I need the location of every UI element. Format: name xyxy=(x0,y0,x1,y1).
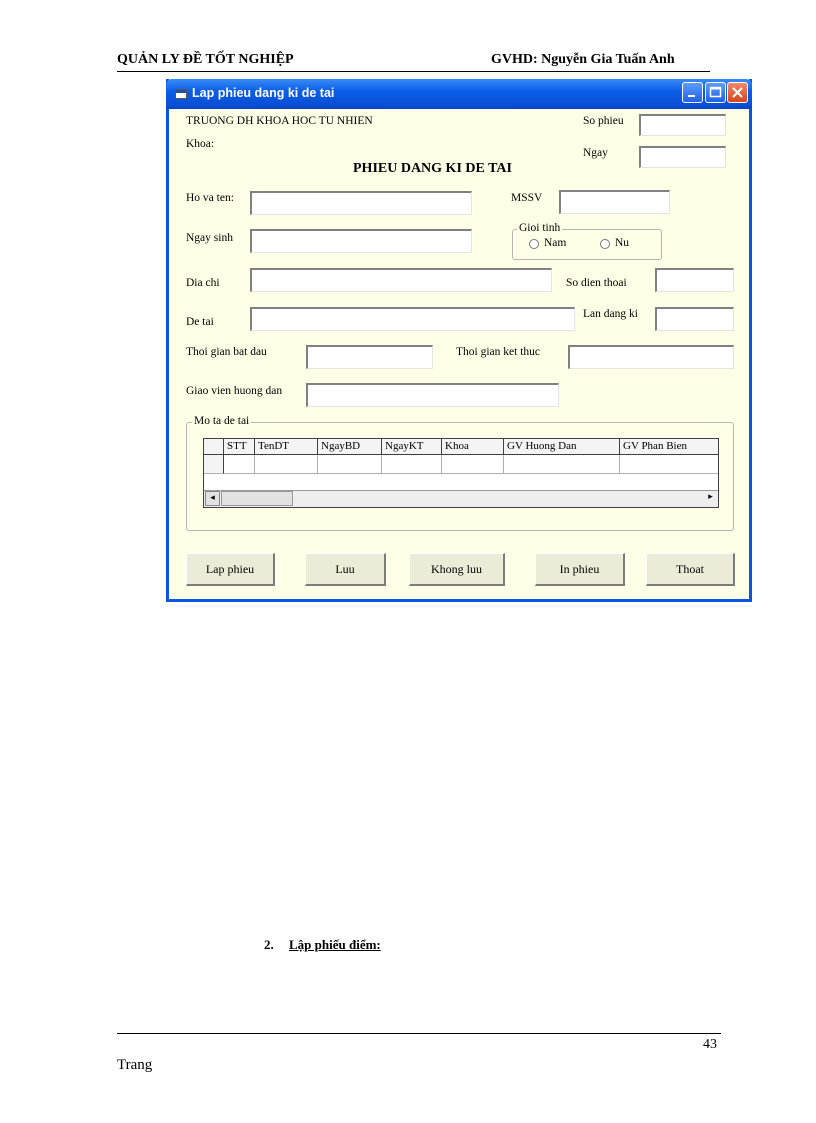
section-number: 2. xyxy=(264,937,274,952)
so-phieu-label: So phieu xyxy=(583,115,624,127)
thoat-button[interactable]: Thoat xyxy=(646,553,735,586)
dia-chi-input[interactable] xyxy=(250,268,552,292)
de-tai-input[interactable] xyxy=(250,307,575,331)
khong-luu-button[interactable]: Khong luu xyxy=(409,553,505,586)
in-phieu-button[interactable]: In phieu xyxy=(535,553,625,586)
column-header[interactable]: NgayKT xyxy=(382,439,442,455)
grid-cell[interactable] xyxy=(382,455,442,474)
maximize-icon[interactable] xyxy=(705,82,726,103)
form-heading: PHIEU DANG KI DE TAI xyxy=(353,161,512,176)
form-icon xyxy=(175,89,187,99)
radio-nu-label: Nu xyxy=(615,237,630,249)
doc-header-left: QUẢN LY ĐỀ TỐT NGHIỆP xyxy=(117,52,294,67)
scroll-thumb[interactable] xyxy=(221,491,293,506)
lan-dang-ki-label: Lan dang ki xyxy=(583,308,638,320)
so-dien-thoai-label: So dien thoai xyxy=(566,277,627,289)
ngay-sinh-label: Ngay sinh xyxy=(186,232,233,244)
scroll-left-icon[interactable]: ◂ xyxy=(205,491,220,506)
page-number: 43 xyxy=(703,1037,717,1052)
giao-vien-input[interactable] xyxy=(306,383,559,407)
footer-text: Trang xyxy=(117,1057,153,1073)
grid-cell[interactable] xyxy=(255,455,318,474)
khoa-label: Khoa: xyxy=(186,138,215,150)
mo-ta-title: Mo ta de tai xyxy=(194,415,250,427)
school-label: TRUONG DH KHOA HOC TU NHIEN xyxy=(186,115,373,127)
grid-cell[interactable] xyxy=(442,455,504,474)
mssv-label: MSSV xyxy=(511,192,543,204)
de-tai-label: De tai xyxy=(186,316,214,328)
column-header[interactable]: TenDT xyxy=(255,439,318,455)
mssv-input[interactable] xyxy=(559,190,670,214)
grid-cell[interactable] xyxy=(620,455,718,474)
thoi-gian-bat-dau-label: Thoi gian bat dau xyxy=(186,346,267,358)
column-header[interactable]: Khoa xyxy=(442,439,504,455)
section-title: Lập phiếu điểm: xyxy=(289,937,381,952)
row-selector[interactable] xyxy=(204,455,224,474)
window-title: Lap phieu dang ki de tai xyxy=(192,86,335,100)
lan-dang-ki-input[interactable] xyxy=(655,307,734,331)
close-icon[interactable] xyxy=(727,82,748,103)
thoi-gian-ket-thuc-label: Thoi gian ket thuc xyxy=(456,346,540,358)
luu-button[interactable]: Luu xyxy=(305,553,386,586)
thoi-gian-ket-thuc-input[interactable] xyxy=(568,345,734,369)
ngay-sinh-input[interactable] xyxy=(250,229,472,253)
scroll-right-icon[interactable]: ▸ xyxy=(708,492,713,502)
column-header[interactable]: NgayBD xyxy=(318,439,382,455)
grid-cell[interactable] xyxy=(318,455,382,474)
ho-va-ten-input[interactable] xyxy=(250,191,472,215)
ho-va-ten-label: Ho va ten: xyxy=(186,192,234,204)
column-header[interactable]: GV Huong Dan xyxy=(504,439,620,455)
radio-nam[interactable] xyxy=(529,239,539,249)
dia-chi-label: Dia chi xyxy=(186,277,220,289)
so-phieu-input[interactable] xyxy=(639,114,726,136)
ngay-input[interactable] xyxy=(639,146,726,168)
gioi-tinh-title: Gioi tinh xyxy=(519,222,561,234)
minimize-icon[interactable] xyxy=(682,82,703,103)
grid-cell[interactable] xyxy=(224,455,255,474)
header-rule xyxy=(117,71,710,72)
grid-corner xyxy=(204,439,224,455)
grid-cell[interactable] xyxy=(504,455,620,474)
footer-rule xyxy=(117,1033,721,1034)
doc-header-right: GVHD: Nguyễn Gia Tuấn Anh xyxy=(491,52,675,67)
column-header[interactable]: GV Phan Bien xyxy=(620,439,718,455)
lap-phieu-button[interactable]: Lap phieu xyxy=(186,553,275,586)
ngay-label: Ngay xyxy=(583,147,608,159)
column-header[interactable]: STT xyxy=(224,439,255,455)
giao-vien-label: Giao vien huong dan xyxy=(186,385,283,397)
so-dien-thoai-input[interactable] xyxy=(655,268,734,292)
radio-nam-label: Nam xyxy=(544,237,567,249)
radio-nu[interactable] xyxy=(600,239,610,249)
thoi-gian-bat-dau-input[interactable] xyxy=(306,345,433,369)
